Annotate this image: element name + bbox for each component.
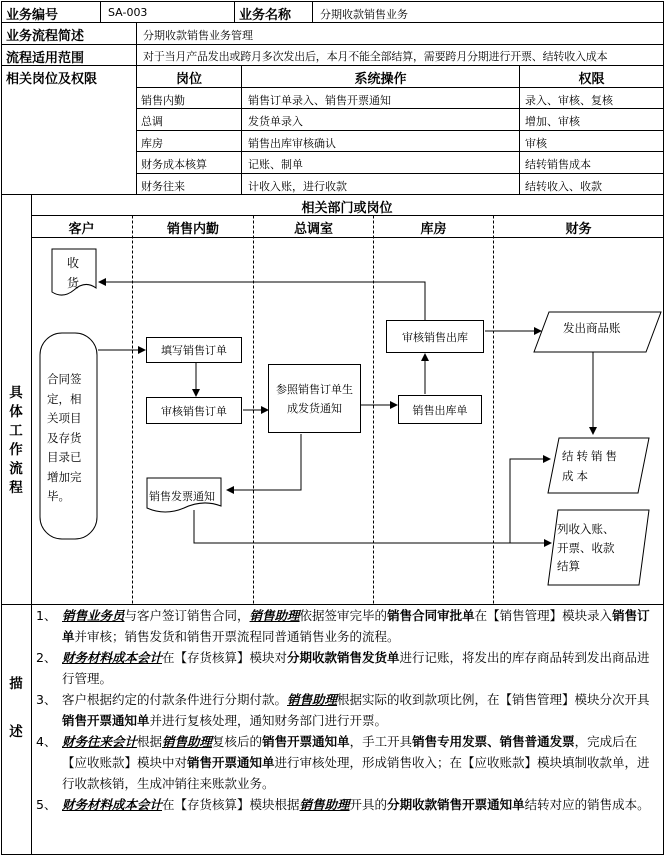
role-ops: 记账、制单 bbox=[248, 158, 303, 171]
description-text-run: 销售专用发票、销售普通发票 bbox=[412, 734, 575, 749]
role-ops: 销售出库审核确认 bbox=[248, 137, 336, 150]
fill-order-box: 填写销售订单 bbox=[146, 337, 242, 363]
role-post: 销售内勤 bbox=[141, 94, 185, 107]
description-text-run: 分期收款销售发货单 bbox=[287, 650, 400, 665]
description-text-run: 与客户签订销售合同， bbox=[124, 608, 250, 623]
summary-value: 分期收款销售业务管理 bbox=[143, 29, 253, 42]
carry-sales-cost: 结转销售成本 bbox=[562, 449, 620, 483]
scope-value: 对于当月产品发出或跨月多次发出后，本月不能全部结算，需要跨月分期进行开票、结转收入成本 bbox=[143, 50, 608, 63]
roles-col-ops: 系统操作 bbox=[354, 72, 407, 87]
role-auth: 结转销售成本 bbox=[525, 158, 591, 171]
role-ops: 计收入账，进行收款 bbox=[248, 180, 347, 193]
business-name-value: 分期收款销售业务 bbox=[320, 8, 408, 21]
description-text-run: 依据签审完毕的 bbox=[299, 608, 388, 623]
roles-section-label: 相关岗位及权限 bbox=[6, 72, 98, 87]
description-text-run: 销售业务员 bbox=[62, 608, 125, 623]
lane-warehouse: 库房 bbox=[420, 222, 447, 237]
description-text-run: 在【销售管理】模块录入 bbox=[474, 608, 613, 623]
description-text-run: 销售开票通知单 bbox=[187, 755, 275, 770]
scope-label: 流程适用范围 bbox=[6, 51, 85, 66]
description-text-run: 复核后的 bbox=[212, 734, 263, 749]
description-text-run: 分期收款销售开票通知单 bbox=[387, 797, 525, 812]
description-text-run: 开具的 bbox=[349, 797, 388, 812]
collect-goods: 收货 bbox=[66, 256, 79, 290]
description-text-run: ，完成后在【应收账款】模块中对 bbox=[62, 734, 638, 770]
role-auth: 审核 bbox=[525, 137, 547, 150]
audit-order-box: 审核销售订单 bbox=[146, 397, 242, 424]
description-text-run: 在【存货核算】模块对 bbox=[162, 650, 288, 665]
description-text-run: 销售助理 bbox=[287, 692, 338, 707]
contract-note: 合同签定，相关项目及存货目录已增加完毕。 bbox=[47, 372, 82, 503]
ship-notice-box: 参照销售订单生成发货通知 bbox=[268, 364, 361, 433]
role-post: 财务往来 bbox=[141, 180, 185, 193]
description-item bbox=[36, 605, 659, 647]
description-text-run: 进行记账，将发出的库存商品转到发出商品进行管理。 bbox=[62, 650, 650, 686]
description-item bbox=[36, 731, 659, 794]
description-text-run: 财务材料成本会计 bbox=[62, 650, 163, 665]
description-text-run: 在【存货核算】模块根据 bbox=[162, 797, 300, 812]
description-item-number: 5、 bbox=[36, 797, 57, 812]
business-code-value: SA-003 bbox=[108, 6, 148, 19]
role-auth: 增加、审核 bbox=[525, 115, 580, 128]
invoice-notice: 销售发票通知 bbox=[149, 490, 215, 503]
description-text-run: 销售助理 bbox=[249, 608, 300, 623]
description-item-number: 2、 bbox=[36, 650, 57, 665]
role-auth: 结转收入、收款 bbox=[525, 180, 602, 193]
description-text-run: 根据实际的收到款项比例，在【销售管理】模块分次开具 bbox=[337, 692, 650, 707]
roles-col-auth: 权限 bbox=[578, 72, 605, 87]
description-text-run: 进行审核处理，形成销售收入；在【应收账款】模块填制收款单，进行收款核销，生成冲销往来账款业务。 bbox=[62, 755, 650, 791]
role-post: 库房 bbox=[141, 137, 163, 150]
description-text-run: 并进行复核处理，通知财务部门进行开票。 bbox=[149, 713, 388, 728]
description-text-run: 并审核；销售发货和销售开票流程同普通销售业务的流程。 bbox=[74, 629, 400, 644]
role-ops: 销售订单录入、销售开票通知 bbox=[248, 94, 391, 107]
income-settlement: 列收入账、开票、收款结算 bbox=[557, 522, 615, 573]
stock-out-box: 销售出库单 bbox=[398, 395, 482, 424]
description-text-run: 销售助理 bbox=[299, 797, 350, 812]
audit-stock-out-box: 审核销售出库 bbox=[386, 320, 484, 353]
description-item bbox=[36, 689, 659, 731]
description-text-run: 财务往来会计 bbox=[62, 734, 138, 749]
description-text-run: 销售订单 bbox=[62, 608, 650, 644]
description-item-number: 1、 bbox=[36, 608, 57, 623]
lane-finance: 财务 bbox=[565, 222, 592, 237]
description-text-run: 销售助理 bbox=[162, 734, 213, 749]
description-item-number: 3、 bbox=[36, 692, 57, 707]
description-text-run: 根据 bbox=[137, 734, 163, 749]
description-label: 描述 bbox=[9, 676, 23, 740]
lane-sales-clerk: 销售内勤 bbox=[166, 222, 219, 237]
description-text-run: 销售开票通知单 bbox=[262, 734, 350, 749]
roles-col-post: 岗位 bbox=[175, 72, 202, 87]
workflow-side-label: 具体工作流程 bbox=[9, 385, 23, 496]
description-text-run: 客户根据约定的付款条件进行分期付款。 bbox=[62, 692, 288, 707]
description-text-run: 销售合同审批单 bbox=[387, 608, 475, 623]
lane-dispatch: 总调室 bbox=[293, 222, 333, 237]
goods-issued-account: 发出商品账 bbox=[563, 321, 621, 335]
description-item-number: 4、 bbox=[36, 734, 57, 749]
description-item bbox=[36, 647, 659, 689]
role-post: 总调 bbox=[141, 115, 163, 128]
role-post: 财务成本核算 bbox=[141, 158, 207, 171]
description-text-run: 财务材料成本会计 bbox=[62, 797, 163, 812]
description-text-run: ，手工开具 bbox=[349, 734, 413, 749]
dept-header: 相关部门或岗位 bbox=[301, 201, 393, 216]
business-code-label: 业务编号 bbox=[6, 8, 59, 23]
lane-customer: 客户 bbox=[68, 222, 95, 237]
description-list bbox=[36, 605, 659, 815]
summary-label: 业务流程简述 bbox=[6, 29, 85, 44]
description-text-run: 销售开票通知单 bbox=[62, 713, 150, 728]
description-text-run: 结转对应的销售成本。 bbox=[524, 797, 650, 812]
role-ops: 发货单录入 bbox=[248, 115, 303, 128]
business-name-label: 业务名称 bbox=[239, 8, 292, 23]
description-item bbox=[36, 794, 659, 815]
role-auth: 录入、审核、复核 bbox=[525, 94, 613, 107]
